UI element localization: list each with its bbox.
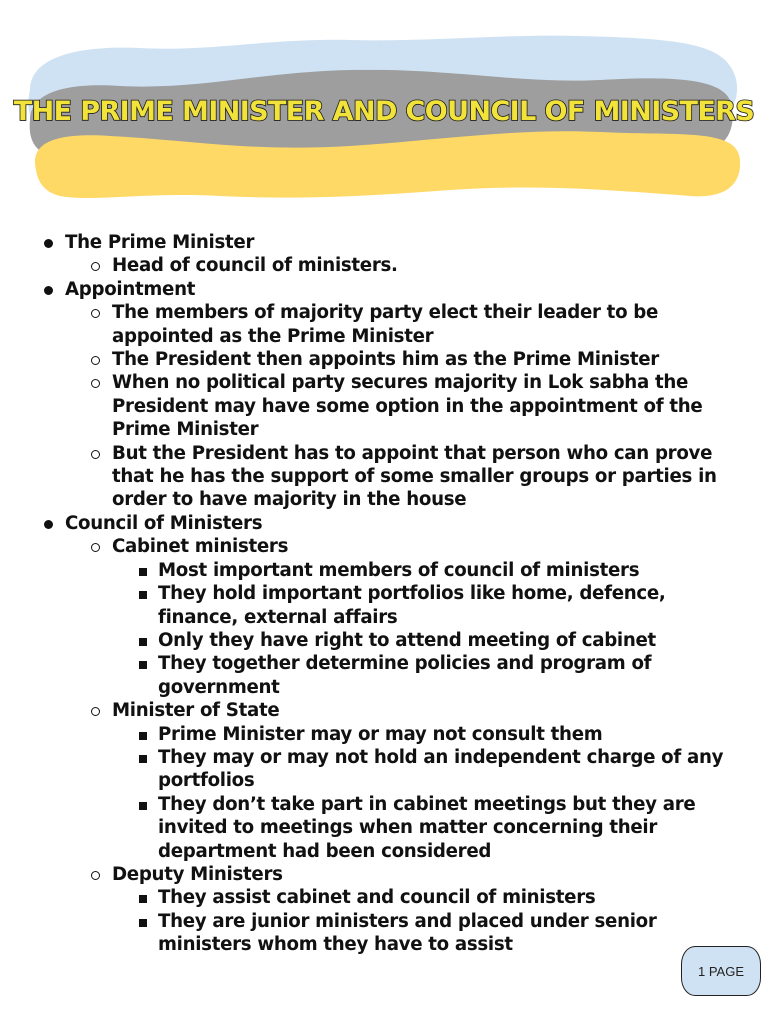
list-item	[0, 278, 768, 301]
list-item-text: But the President has to appoint that person who can prove that he has the support of some smaller groups or parties in order to have majority in the house	[112, 442, 717, 511]
notes-outline	[0, 231, 768, 957]
section-heading-prime-minister: The Prime Minister	[65, 232, 255, 253]
list-item	[0, 348, 768, 371]
list-item	[0, 231, 768, 254]
list-item-text: When no political party secures majority in Lok sabha the President may have some option in the appointment of the Prime Minister	[112, 372, 703, 441]
square-bullet-icon	[133, 910, 153, 933]
square-bullet-icon	[133, 723, 153, 746]
list-item	[0, 652, 768, 699]
section-heading-council: Council of Ministers	[65, 512, 263, 534]
list-item	[0, 863, 768, 886]
list-item-text: They are junior ministers and placed under senior ministers whom they have to assist	[158, 910, 657, 956]
list-item	[0, 535, 768, 558]
page-title: THE PRIME MINISTER AND COUNCIL OF MINISTERS	[13, 96, 755, 127]
list-item	[0, 512, 768, 535]
square-bullet-icon	[133, 559, 153, 582]
page-number-badge: 1 PAGE	[681, 946, 761, 996]
subheading-cabinet-ministers: Cabinet ministers	[112, 536, 289, 558]
list-item	[0, 910, 768, 957]
list-item-text: Only they have right to attend meeting of cabinet	[158, 629, 656, 651]
list-item-text: The President then appoints him as the Prime Minister	[112, 349, 659, 371]
list-item	[0, 699, 768, 722]
square-bullet-icon	[133, 746, 153, 769]
filled-circle-bullet-icon	[38, 278, 58, 301]
section-heading-appointment: Appointment	[65, 278, 196, 300]
list-item-text: They don’t take part in cabinet meetings but they are invited to meetings when matter concerning their department had been considered	[158, 793, 696, 862]
list-item	[0, 442, 768, 512]
square-bullet-icon	[133, 886, 153, 909]
hollow-circle-bullet-icon	[85, 535, 105, 558]
subheading-minister-of-state: Minister of State	[112, 700, 280, 722]
square-bullet-icon	[133, 652, 153, 675]
hollow-circle-bullet-icon	[85, 442, 105, 465]
square-bullet-icon	[133, 793, 153, 816]
list-item	[0, 793, 768, 863]
list-item-text: Head of council of ministers.	[112, 255, 398, 277]
hollow-circle-bullet-icon	[85, 348, 105, 371]
hollow-circle-bullet-icon	[85, 371, 105, 394]
list-item-text: They may or may not hold an independent charge of any portfolios	[158, 746, 724, 792]
hollow-circle-bullet-icon	[85, 699, 105, 722]
list-item	[0, 886, 768, 909]
subheading-deputy-ministers: Deputy Ministers	[112, 863, 283, 885]
filled-circle-bullet-icon	[38, 231, 58, 254]
title-banner	[0, 0, 768, 215]
list-item	[0, 582, 768, 629]
list-item-text: The members of majority party elect their leader to be appointed as the Prime Minister	[112, 302, 659, 347]
list-item-text: They assist cabinet and council of ministers	[158, 887, 596, 909]
list-item	[0, 746, 768, 793]
list-item	[0, 254, 768, 277]
filled-circle-bullet-icon	[38, 512, 58, 535]
list-item-text: Prime Minister may or may not consult them	[158, 723, 603, 745]
list-item	[0, 371, 768, 441]
list-item-text: They hold important portfolios like home, defence, finance, external affairs	[158, 583, 666, 628]
list-item	[0, 629, 768, 652]
list-item-text: They together determine policies and program of government	[158, 653, 652, 698]
hollow-circle-bullet-icon	[85, 301, 105, 324]
hollow-circle-bullet-icon	[85, 863, 105, 886]
square-bullet-icon	[133, 582, 153, 605]
list-item	[0, 301, 768, 348]
list-item	[0, 723, 768, 746]
list-item	[0, 559, 768, 582]
square-bullet-icon	[133, 629, 153, 652]
hollow-circle-bullet-icon	[85, 254, 105, 277]
list-item-text: Most important members of council of ministers	[158, 559, 640, 581]
